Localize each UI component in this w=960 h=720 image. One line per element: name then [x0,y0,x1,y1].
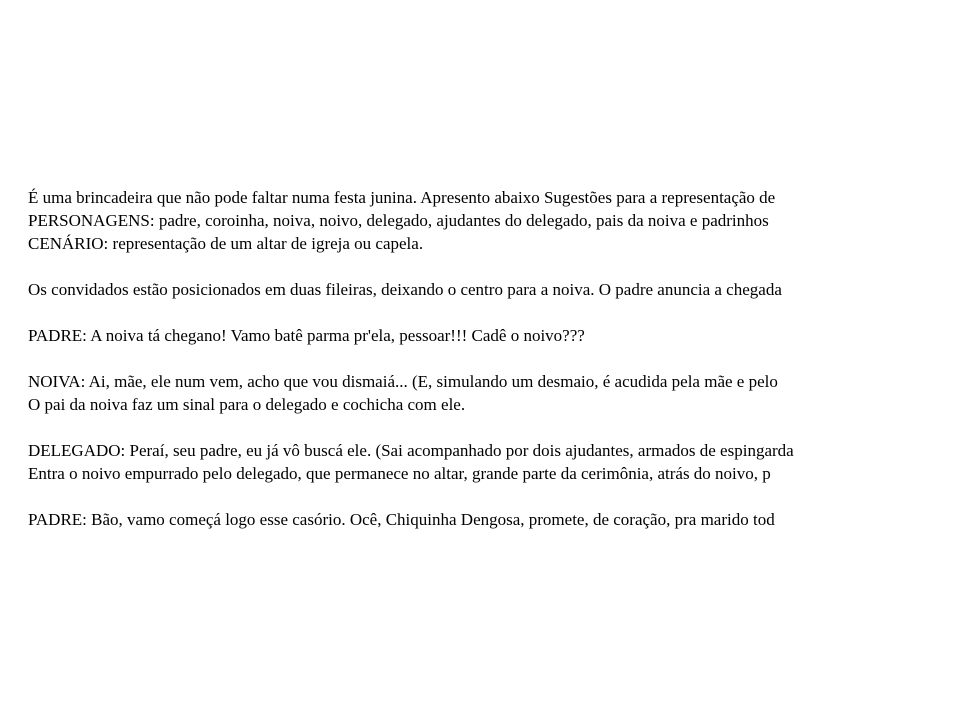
priest-line-2: PADRE: Bão, vamo começá logo esse casório. Ocê, Chiquinha Dengosa, promete, de coração, pra marido tod [28,510,775,529]
blank-line [28,416,960,439]
blank-line [28,347,960,370]
text-body [28,186,960,531]
guests-line: Os convidados estão posicionados em duas fileiras, deixando o centro para a noiva. O padre anuncia a chegada [28,280,782,299]
scenery-line: CENÁRIO: representação de um altar de igreja ou capela. [28,234,424,253]
priest-line-1: PADRE: A noiva tá chegano! Vamo batê parma pr'ela, pessoar!!! Cadê o noivo??? [28,326,585,345]
father-line: O pai da noiva faz um sinal para o delegado e cochicha com ele. [28,395,466,414]
blank-line [28,485,960,508]
groom-enters-line: Entra o noivo empurrado pelo delegado, que permanece no altar, grande parte da cerimônia, atrás do noivo, p [28,464,771,483]
characters-line: PERSONAGENS: padre, coroinha, noiva, noivo, delegado, ajudantes do delegado, pais da noiva e padrinhos [28,211,769,230]
sheriff-line: DELEGADO: Peraí, seu padre, eu já vô buscá ele. (Sai acompanhado por dois ajudantes, armados de espingarda [28,441,794,460]
intro-line: É uma brincadeira que não pode faltar numa festa junina. Apresento abaixo Sugestões para a representação de [28,188,776,207]
blank-line [28,255,960,278]
bride-line: NOIVA: Ai, mãe, ele num vem, acho que vou dismaiá... (E, simulando um desmaio, é acudida pela mãe e pelo [28,372,778,391]
blank-line [28,301,960,324]
